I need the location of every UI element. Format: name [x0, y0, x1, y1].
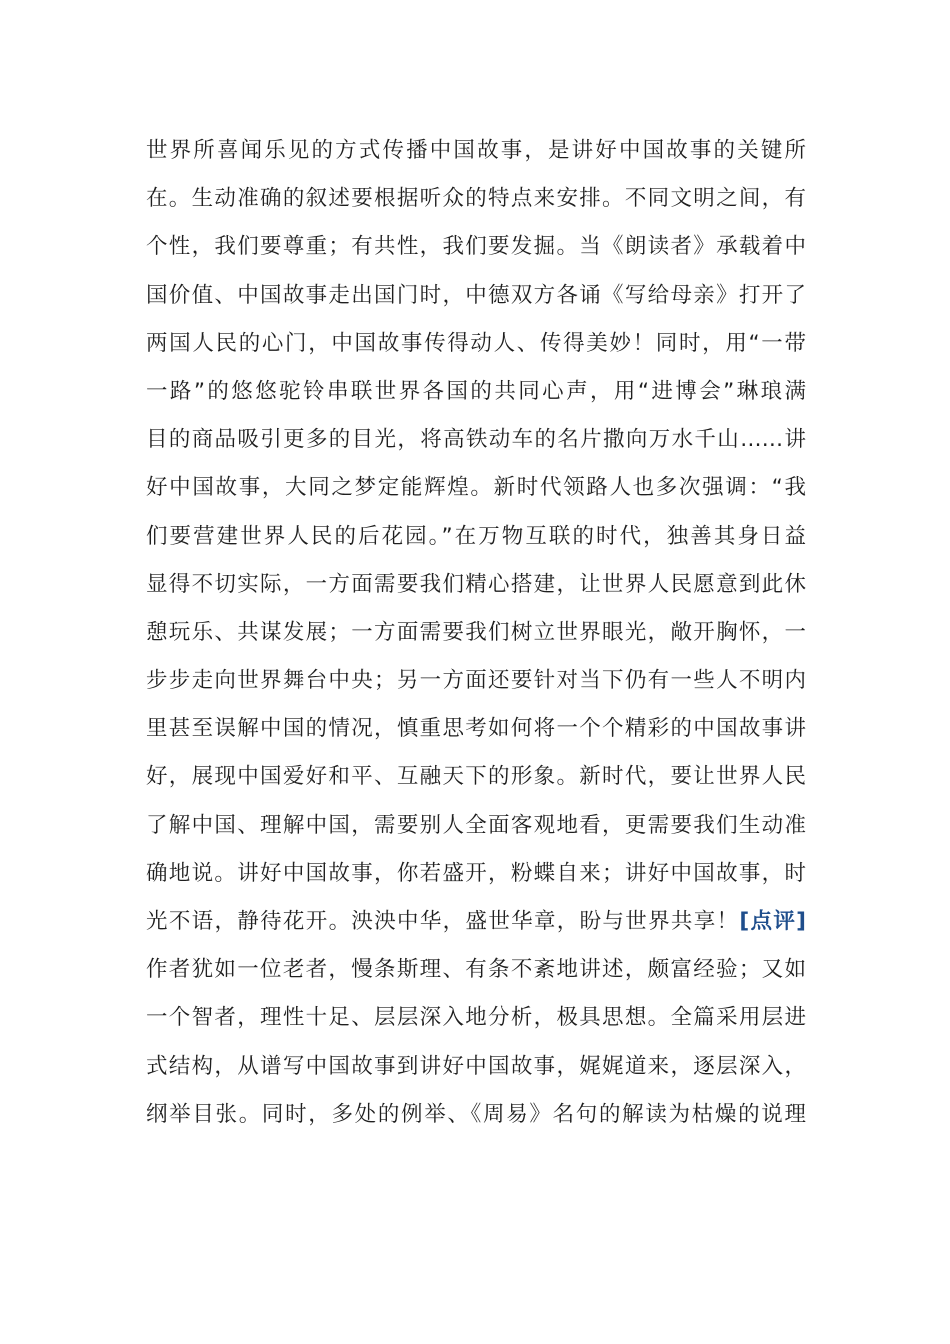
comment-line: 式结构，从谱写中国故事到讲好中国故事，娓娓道来，逐层深入， — [146, 1053, 806, 1079]
text-line: 个性，我们要尊重；有共性，我们要发掘。当《朗读者》承载着中 — [146, 234, 806, 260]
text-line: 了解中国、理解中国，需要别人全面客观地看，更需要我们生动准 — [146, 812, 806, 838]
text-line: 步步走向世界舞台中央；另一方面还要针对当下仍有一些人不明内 — [146, 668, 806, 694]
text-line: 里甚至误解中国的情况，慎重思考如何将一个个精彩的中国故事讲 — [146, 716, 806, 742]
comment-line: 一个智者，理性十足、层层深入地分析，极具思想。全篇采用层进 — [146, 1005, 806, 1031]
comment-tag: [点评] — [739, 909, 806, 934]
body-text — [146, 127, 806, 1139]
text-line: 好中国故事，大同之梦定能辉煌。新时代领路人也多次强调：“我 — [146, 475, 806, 501]
text-line: 憩玩乐、共谋发展；一方面需要我们树立世界眼光，敞开胸怀，一 — [146, 619, 806, 645]
text-line: 两国人民的心门，中国故事传得动人、传得美妙！同时，用“一带 — [146, 330, 806, 356]
comment-line: 作者犹如一位老者，慢条斯理、有条不紊地讲述，颇富经验；又如 — [146, 957, 806, 983]
text-line: 显得不切实际，一方面需要我们精心搭建，让世界人民愿意到此休 — [146, 571, 806, 597]
text-line-fragment: 光不语，静待花开。泱泱中华，盛世华章，盼与世界共享！ — [146, 909, 740, 934]
text-line: 一路”的悠悠驼铃串联世界各国的共同心声，用“进博会”琳琅满 — [146, 378, 806, 404]
comment-line: 纲举目张。同时，多处的例举、《周易》名句的解读为枯燥的说理 — [146, 1101, 806, 1127]
text-line: 世界所喜闻乐见的方式传播中国故事，是讲好中国故事的关键所 — [146, 138, 806, 163]
text-line-with-comment-tag — [146, 898, 806, 946]
text-line: 国价值、中国故事走出国门时，中德双方各诵《写给母亲》打开了 — [146, 282, 806, 308]
text-line: 确地说。讲好中国故事，你若盛开，粉蝶自来；讲好中国故事，时 — [146, 860, 806, 886]
text-line: 们要营建世界人民的后花园。”在万物互联的时代，独善其身日益 — [146, 523, 806, 549]
text-line: 在。生动准确的叙述要根据听众的特点来安排。不同文明之间，有 — [146, 186, 806, 212]
text-line: 目的商品吸引更多的目光，将高铁动车的名片撒向万水千山……讲 — [146, 427, 806, 453]
text-line: 好，展现中国爱好和平、互融天下的形象。新时代，要让世界人民 — [146, 764, 806, 790]
